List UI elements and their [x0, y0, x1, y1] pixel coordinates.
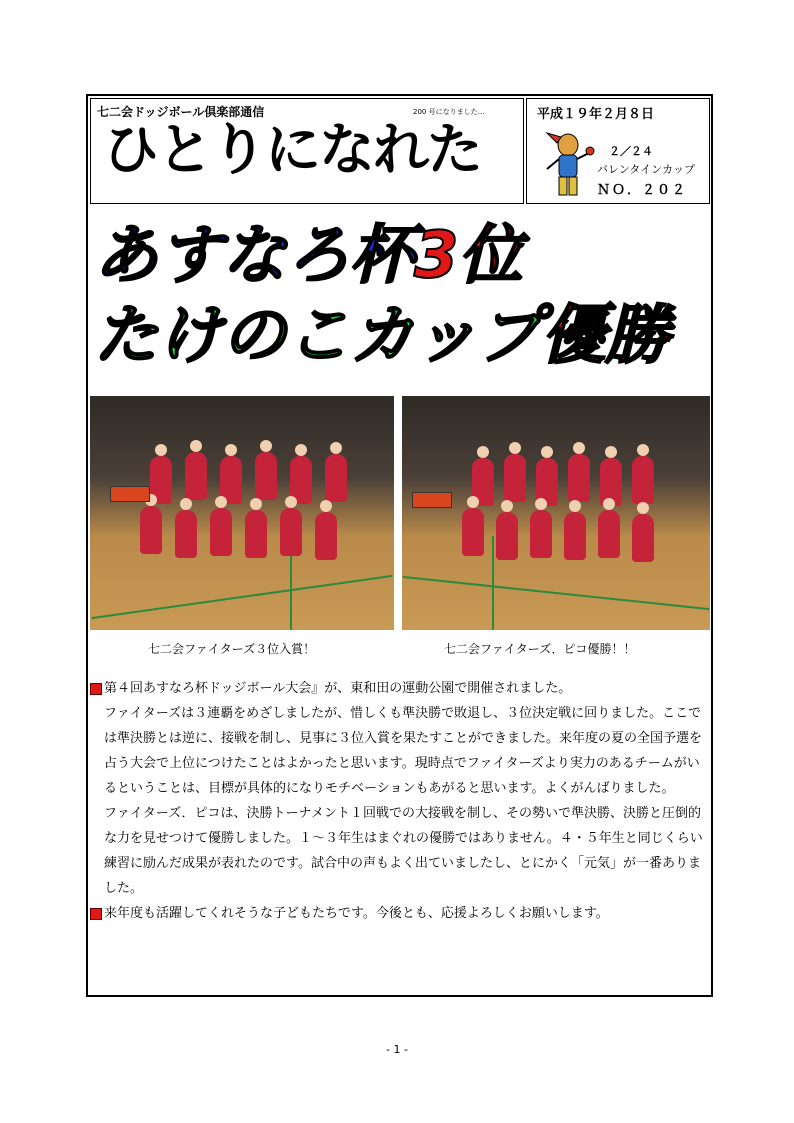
issue-info — [526, 98, 710, 204]
issue-date: 平成１９年２月８日 — [537, 107, 655, 122]
event-date: ２／２４ — [609, 145, 653, 158]
article-paragraph — [90, 901, 710, 926]
newsletter-frame — [86, 94, 713, 997]
masthead — [90, 98, 524, 204]
issue-number: ＮＯ．２０２ — [597, 183, 688, 198]
headline-tournament-1: あすなろ杯 — [94, 219, 414, 293]
article-paragraph — [90, 676, 710, 701]
org-name: 七二会ドッジボール倶楽部通信 — [97, 105, 265, 119]
bullet-icon — [90, 683, 102, 695]
team-photo-1 — [90, 396, 394, 630]
team-photo-2 — [402, 396, 710, 630]
headline-result-1: 3位 — [414, 219, 523, 293]
issue-note: 200 号になりました… — [413, 108, 485, 116]
page-number: - 1 - — [386, 1043, 408, 1056]
article-closing: 来年度も活躍してくれそうな子どもたちです。今後とも、応援よろしくお願いします。 — [104, 906, 609, 921]
mascot-illustration — [541, 131, 595, 201]
article-intro: 第４回あすなろ杯ドッジボール大会』が、東和田の運動公園で開催されました。 — [104, 681, 572, 696]
event-name: バレンタインカップ — [597, 163, 695, 176]
article-paragraph: ファイターズ．ピコは、決勝トーナメント１回戦での大接戦を制し、その勢いで準決勝、決勝と圧倒的な力を見せつけて優勝しました。１～３年生はまぐれの優勝ではありません。４・５年生と同じくらい練習に励んだ成果が表れたのです。試合中の声もよく出ていましたし、とにかく「元気」が一番ありました。 — [104, 806, 703, 896]
headline-line-2 — [94, 299, 670, 373]
article-paragraph: ファイターズは３連覇をめざしましたが、惜しくも準決勝で敗退し、３位決定戦に回りました。ここでは準決勝とは逆に、接戦を制し、見事に３位入賞を果たすことができました。来年度の夏の全国予選を占う大会で上位につけたことはよかったと思います。現時点でファイターズより実力のあるチームがいるということは、目標が具体的になりモチベーションもあがると思います。よくがんばりました。 — [104, 706, 703, 796]
headline-line-1 — [94, 219, 523, 293]
article-body — [90, 676, 710, 926]
bullet-icon — [90, 908, 102, 920]
headline-tournament-2: たけのこカップ — [94, 299, 542, 373]
newsletter-title: ひとりになれた — [103, 118, 481, 183]
photo-caption-1: 七二会ファイターズ３位入賞！ — [148, 642, 316, 656]
headline-result-2: 優勝 — [541, 299, 670, 373]
photo-caption-2: 七二会ファイターズ．ピコ優勝！！ — [444, 642, 636, 656]
